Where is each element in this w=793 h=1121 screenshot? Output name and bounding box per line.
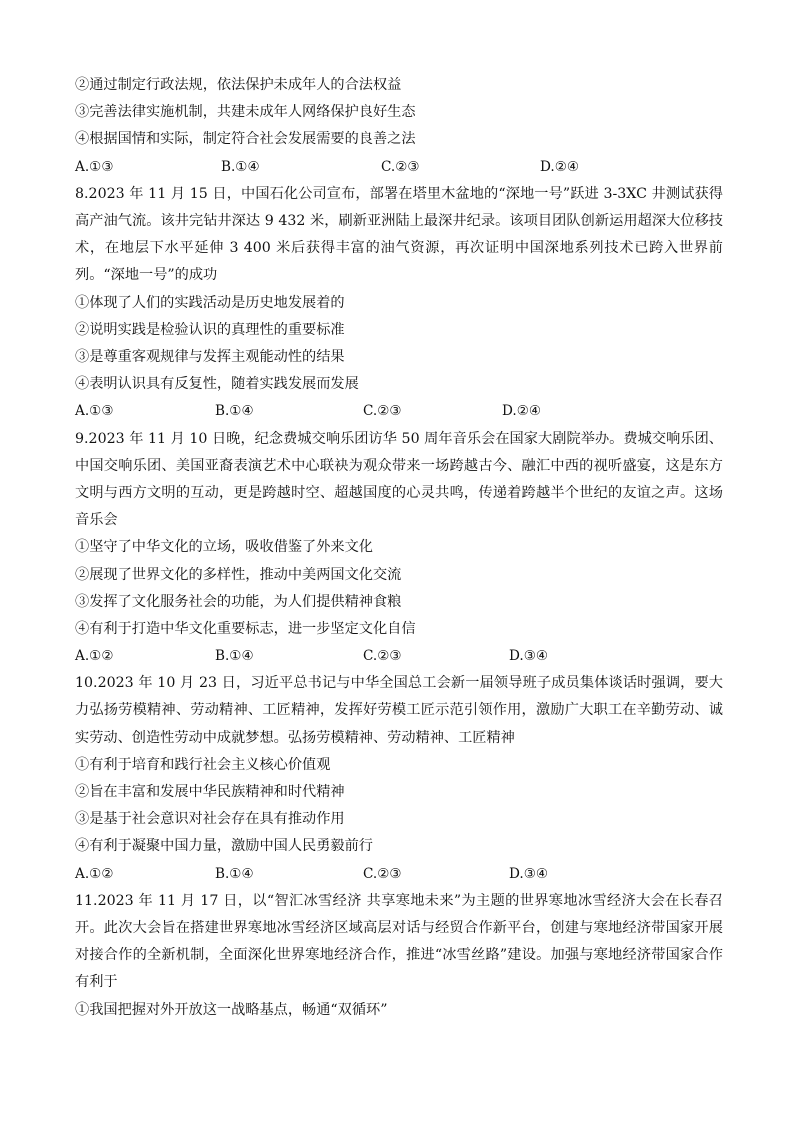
q11-option-1: ①我国把握对外开放这一战略基点，畅通“双循环”: [75, 1001, 388, 1018]
q10-choice-c: C.②③: [363, 865, 402, 882]
q8-option-1: ①体现了人们的实践活动是历史地发展着的: [75, 294, 345, 311]
question-8: [75, 181, 723, 426]
question-9: [75, 426, 723, 671]
question-11: [75, 888, 723, 1024]
q8-option-4: ④表明认识具有反复性，随着实践发展而发展: [75, 376, 359, 393]
exam-page: [75, 72, 723, 1024]
q9-choice-d: D.③④: [509, 648, 549, 665]
q7-option-4: ④根据国情和实际，制定符合社会发展需要的良善之法: [75, 131, 416, 148]
q7-option-2: ②通过制定行政法规，依法保护未成年人的合法权益: [75, 77, 402, 93]
q8-option-3: ③是尊重客观规律与发挥主观能动性的结果: [75, 348, 345, 365]
q9-option-3: ③发挥了文化服务社会的功能，为人们提供精神食粮: [75, 593, 402, 610]
q8-option-2: ②说明实践是检验认识的真理性的重要标准: [75, 321, 345, 338]
q9-option-1: ①坚守了中华文化的立场，吸收借鉴了外来文化: [75, 539, 373, 556]
q10-stem: 10.2023 年 10 月 23 日，习近平总书记与中华全国总工会新一届领导班子成员集体谈话时强调，要大力弘扬劳模精神、劳动精神、工匠精神，发挥好劳模工匠示范引领作用，激励广大职工在辛勤劳动、诚实劳动、创造性劳动中成就梦想。弘扬劳模精神、劳动精神、工匠精神: [75, 675, 723, 746]
q9-option-4: ④有利于打造中华文化重要标志，进一步坚定文化自信: [75, 620, 416, 637]
q10-option-1: ①有利于培育和践行社会主义核心价值观: [75, 756, 331, 773]
q8-choice-b: B.①④: [215, 403, 254, 420]
q10-option-2: ②旨在丰富和发展中华民族精神和时代精神: [75, 784, 345, 801]
q7-choice-c: C.②③: [381, 158, 420, 175]
q10-choice-d: D.③④: [509, 865, 549, 882]
q9-option-2: ②展现了世界文化的多样性，推动中美两国文化交流: [75, 566, 402, 583]
q7-choice-b: B.①④: [221, 158, 260, 175]
question-10: [75, 670, 723, 888]
question-7: [75, 72, 723, 181]
q8-stem: 8.2023 年 11 月 15 日，中国石化公司宣布，部署在塔里木盆地的“深地一号”跃进 3-3XC 井测试获得高产油气流。该井完钻井深达 9 432 米，刷新亚洲陆上最深井纪录。该项目团队创新运用超深大位移技术，在地层下水平延伸 3 400 米后获得丰富的油气资源，再次证明中国深地系列技术已跨入世界前列。“深地一号”的成功: [75, 185, 723, 284]
q8-choices: [75, 398, 723, 425]
q9-choice-c: C.②③: [363, 648, 402, 665]
q7-choice-d: D.②④: [540, 158, 580, 175]
q8-choice-a: A.①③: [75, 403, 114, 420]
q8-choice-d: D.②④: [502, 403, 542, 420]
q7-option-3: ③完善法律实施机制，共建未成年人网络保护良好生态: [75, 104, 416, 121]
q9-stem: 9.2023 年 11 月 10 日晚，纪念费城交响乐团访华 50 周年音乐会在国家大剧院举办。费城交响乐团、中国交响乐团、美国亚裔表演艺术中心联袂为观众带来一场跨越古今、融汇中西的视听盛宴，这是东方文明与西方文明的互动，更是跨越时空、超越国度的心灵共鸣，传递着跨越半个世纪的友谊之声。这场音乐会: [75, 430, 723, 529]
q10-option-3: ③是基于社会意识对社会存在具有推动作用: [75, 811, 345, 828]
q10-choices: [75, 861, 723, 888]
q8-choice-c: C.②③: [363, 403, 402, 420]
q10-choice-a: A.①②: [75, 865, 114, 882]
q7-choice-a: A.①③: [75, 158, 114, 175]
q10-option-4: ④有利于凝聚中国力量，激励中国人民勇毅前行: [75, 838, 373, 855]
q9-choice-a: A.①②: [75, 648, 114, 665]
q9-choices: [75, 643, 723, 670]
q10-choice-b: B.①④: [215, 865, 254, 882]
q11-stem: 11.2023 年 11 月 17 日，以“智汇冰雪经济 共享寒地未来”为主题的世界寒地冰雪经济大会在长春召开。此次大会旨在搭建世界寒地冰雪经济区域高层对话与经贸合作新平台，创建与寒地经济带国家开展对接合作的全新机制，全面深化世界寒地经济合作，推进“冰雪丝路”建设。加强与寒地经济带国家合作有利于: [75, 892, 723, 991]
q7-choices: [75, 154, 723, 181]
q9-choice-b: B.①④: [215, 648, 254, 665]
